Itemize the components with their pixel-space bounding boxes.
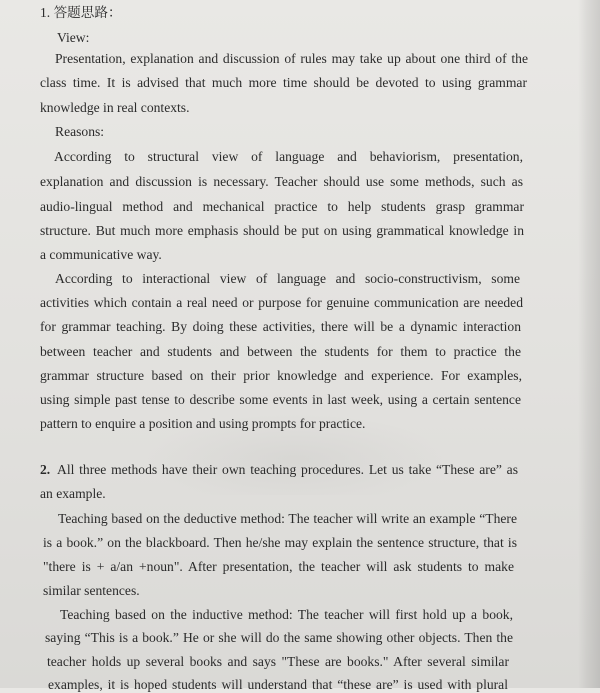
reasons-p1-line-3: audio-lingual method and mechanical practice to help students grasp grammar: [40, 199, 524, 214]
inductive-line-1: Teaching based on the inductive method: The teacher will first hold up a book,: [60, 607, 513, 622]
section2-intro-line-2: an example.: [40, 486, 106, 501]
reasons-p2-line-6: using simple past tense to describe some events in last week, using a certain sentence: [40, 392, 521, 407]
reasons-p1-line-1: According to structural view of language and behaviorism, presentation,: [54, 149, 523, 164]
reasons-p2-line-3: for grammar teaching. By doing these activities, there will be a dynamic interaction: [40, 319, 521, 334]
reasons-label: Reasons:: [55, 124, 105, 139]
inductive-line-3: teacher holds up several books and says "These are books." After several similar: [47, 654, 509, 669]
page-gutter-shadow: [578, 0, 600, 688]
section2-intro-line-1: All three methods have their own teaching procedures. Let us take “These are” as: [57, 462, 518, 477]
inductive-line-2: saying “This is a book.” He or she will do the same showing other objects. Then the: [45, 630, 513, 645]
reasons-p2-line-2: activities which contain a real need or purpose for genuine communication are needed: [40, 295, 523, 310]
reasons-p1-line-2: explanation and discussion is necessary. Teacher should use some methods, such as: [40, 174, 523, 189]
view-line-1: Presentation, explanation and discussion of rules may take up about one third of the: [55, 51, 528, 66]
deductive-line-4: similar sentences.: [43, 583, 140, 598]
view-label: View:: [57, 30, 90, 45]
view-line-3: knowledge in real contexts.: [40, 100, 190, 115]
section2-number: 2.: [40, 462, 51, 477]
reasons-p1-line-5: a communicative way.: [40, 247, 162, 262]
inductive-line-4: examples, it is hoped students will understand that “these are” is used with plural: [48, 677, 508, 692]
section-heading: 1. 答题思路：: [40, 5, 122, 20]
view-line-2: class time. It is advised that much more time should be devoted to using grammar: [40, 75, 527, 90]
reasons-p2-line-7: pattern to enquire a position and using prompts for practice.: [40, 416, 366, 431]
reasons-p2-line-4: between teacher and students and between the students for them to practice the: [40, 344, 521, 359]
reasons-p2-line-1: According to interactional view of language and socio-constructivism, some: [55, 271, 520, 286]
deductive-line-1: Teaching based on the deductive method: The teacher will write an example “There: [58, 511, 517, 526]
deductive-line-2: is a book.” on the blackboard. Then he/she may explain the sentence structure, that is: [43, 535, 517, 550]
reasons-p2-line-5: grammar structure based on their prior knowledge and experience. For examples,: [40, 368, 522, 383]
deductive-line-3: "there is + a/an +noun". After presentation, the teacher will ask students to make: [43, 559, 514, 574]
reasons-p1-line-4: structure. But much more emphasis should be put on using grammatical knowledge in: [40, 223, 524, 238]
